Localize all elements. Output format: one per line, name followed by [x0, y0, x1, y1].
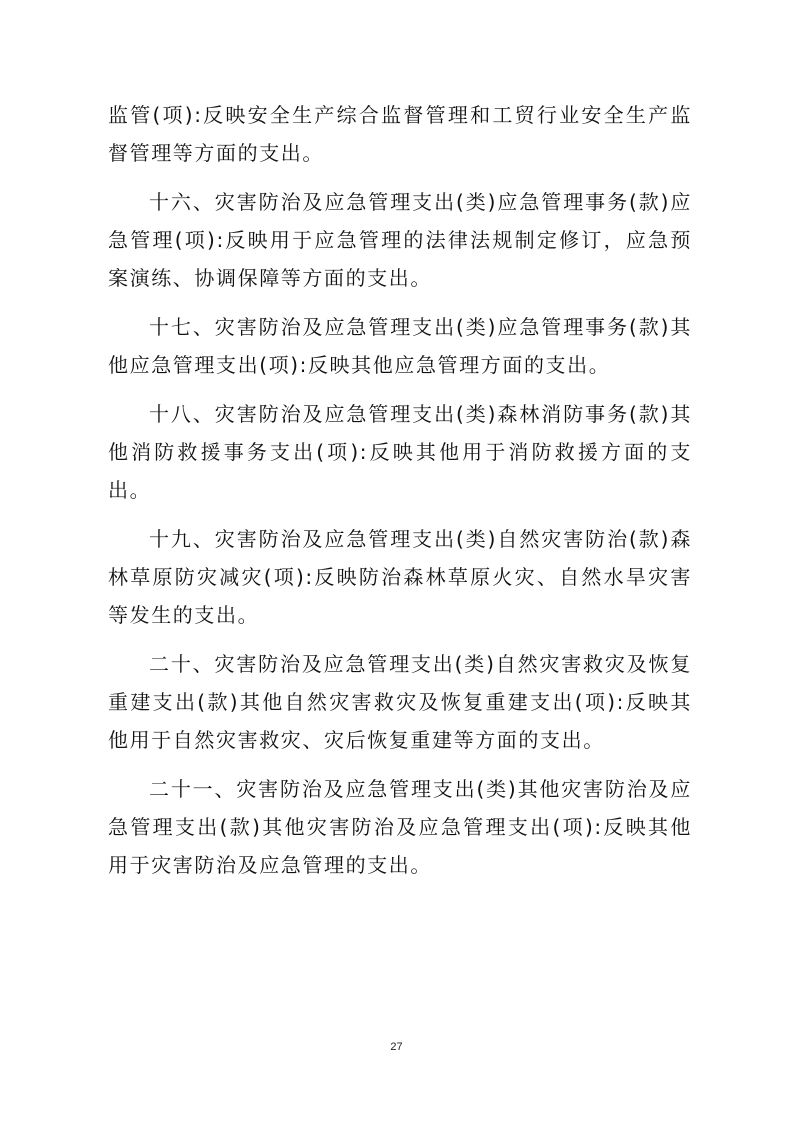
paragraph-item-18: 十八、灾害防治及应急管理支出(类)森林消防事务(款)其他消防救援事务支出(项):反映其他用于消防救援方面的支出。: [108, 402, 692, 502]
paragraph-item-16: 十六、灾害防治及应急管理支出(类)应急管理事务(款)应急管理(项):反映用于应急管理的法律法规制定修订，应急预案演练、协调保障等方面的支出。: [108, 190, 692, 290]
paragraph-continuation: 监管(项):反映安全生产综合监督管理和工贸行业安全生产监督管理等方面的支出。: [108, 103, 692, 165]
paragraph-item-21: 二十一、灾害防治及应急管理支出(类)其他灾害防治及应急管理支出(款)其他灾害防治及应急管理支出(项):反映其他用于灾害防治及应急管理的支出。: [108, 777, 692, 877]
paragraph-item-20: 二十、灾害防治及应急管理支出(类)自然灾害救灾及恢复重建支出(款)其他自然灾害救灾及恢复重建支出(项):反映其他用于自然灾害救灾、灾后恢复重建等方面的支出。: [108, 652, 692, 752]
paragraph-item-17: 十七、灾害防治及应急管理支出(类)应急管理事务(款)其他应急管理支出(项):反映其他应急管理方面的支出。: [108, 315, 692, 377]
page-number: 27: [390, 1041, 403, 1053]
paragraph-item-19: 十九、灾害防治及应急管理支出(类)自然灾害防治(款)森林草原防灾减灾(项):反映防治森林草原火灾、自然水旱灾害等发生的支出。: [108, 527, 692, 627]
document-body: [108, 96, 692, 895]
